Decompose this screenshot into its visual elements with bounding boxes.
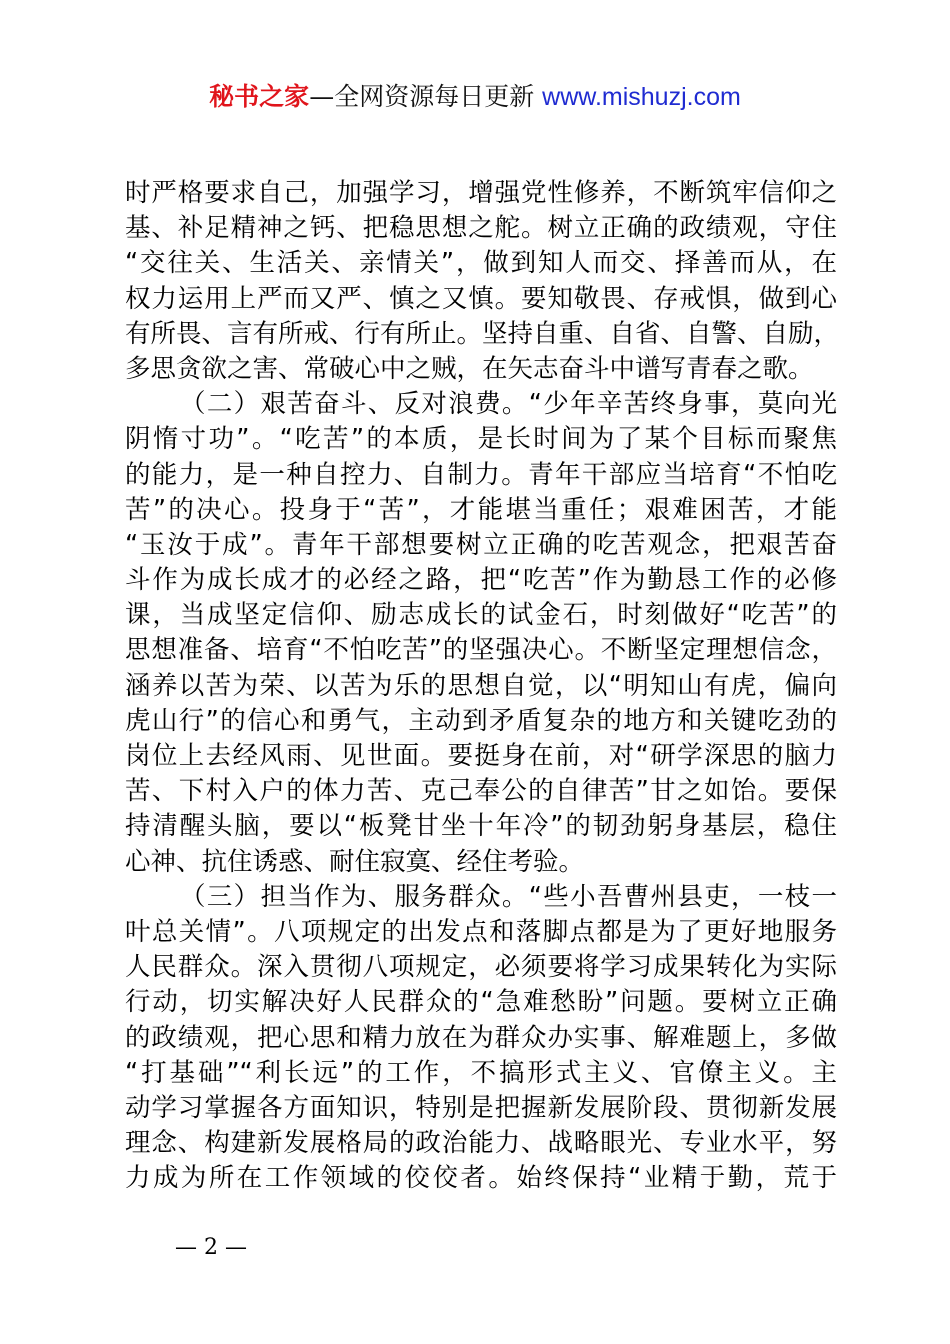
site-brand-name: 秘书之家 bbox=[209, 82, 310, 111]
text-line: 虎山行”的信心和勇气，主动到矛盾复杂的地方和关键吃劲的 bbox=[125, 705, 837, 736]
text-line: 课，当成坚定信仰、励志成长的试金石，时刻做好“吃苦”的 bbox=[125, 600, 837, 631]
text-line: 涵养以苦为荣、以苦为乐的思想自觉，以“明知山有虎，偏向 bbox=[125, 670, 837, 701]
text-line: 的政绩观，把心思和精力放在为群众办实事、解难题上，多做 bbox=[125, 1022, 837, 1053]
text-line: 苦”的决心。投身于“苦”，才能堪当重任；艰难困苦，才能 bbox=[125, 494, 837, 525]
text-line: 持清醒头脑，要以“板凳甘坐十年冷”的韧劲躬身基层，稳住 bbox=[125, 811, 837, 842]
text-line: 的能力，是一种自控力、自制力。青年干部应当培育“不怕吃 bbox=[125, 459, 837, 490]
text-line: 斗作为成长成才的必经之路，把“吃苦”作为勤恳工作的必修 bbox=[125, 565, 837, 596]
text-line: 理念、构建新发展格局的政治能力、战略眼光、专业水平，努 bbox=[125, 1128, 837, 1159]
text-line: 动学习掌握各方面知识，特别是把握新发展阶段、贯彻新发展 bbox=[125, 1092, 837, 1123]
text-line: 时严格要求自己，加强学习，增强党性修养，不断筑牢信仰之 bbox=[125, 178, 837, 208]
text-line: 行动，切实解决好人民群众的“急难愁盼”问题。要树立正确 bbox=[125, 987, 837, 1018]
text-line: 力成为所在工作领域的佼佼者。始终保持“业精于勤，荒于 bbox=[125, 1163, 837, 1194]
text-line: 叶总关情”。八项规定的出发点和落脚点都是为了更好地服务 bbox=[125, 916, 837, 947]
text-line: 阴惰寸功”。“吃苦”的本质，是长时间为了某个目标而聚焦 bbox=[125, 424, 837, 455]
text-line: 人民群众。深入贯彻八项规定，必须要将学习成果转化为实际 bbox=[125, 952, 837, 983]
section-heading-line: （三）担当作为、服务群众。“些小吾曹州县吏，一枝一 bbox=[180, 881, 837, 912]
text-line: “玉汝于成”。青年干部想要树立正确的吃苦观念，把艰苦奋 bbox=[125, 529, 837, 560]
text-line: 多思贪欲之害、常破心中之贼，在矢志奋斗中谱写青春之歌。 bbox=[125, 353, 814, 384]
site-url: www.mishuzj.com bbox=[542, 83, 741, 111]
text-line: “打基础”“利长远”的工作，不搞形式主义、官僚主义。主 bbox=[125, 1057, 837, 1088]
section-heading-line: （二）艰苦奋斗、反对浪费。“少年辛苦终身事，莫向光 bbox=[180, 389, 837, 420]
text-line: “交往关、生活关、亲情关”，做到知人而交、择善而从，在 bbox=[125, 248, 837, 279]
text-line: 心神、抗住诱惑、耐住寂寞、经住考验。 bbox=[125, 846, 585, 877]
text-line: 思想准备、培育“不怕吃苦”的坚强决心。不断坚定理想信念， bbox=[125, 635, 837, 666]
text-line: 苦、下村入户的体力苦、克己奉公的自律苦”甘之如饴。要保 bbox=[125, 776, 837, 807]
site-banner bbox=[0, 80, 950, 114]
text-line: 岗位上去经风雨、见世面。要挺身在前，对“研学深思的脑力 bbox=[125, 741, 837, 771]
document-body bbox=[125, 176, 840, 1196]
text-line: 基、补足精神之钙、把稳思想之舵。树立正确的政绩观，守住 bbox=[125, 213, 837, 244]
page-number: — 2 — bbox=[175, 1235, 247, 1260]
text-line: 权力运用上严而又严、慎之又慎。要知敬畏、存戒惧，做到心 bbox=[125, 283, 837, 314]
site-tagline: —全网资源每日更新 bbox=[309, 82, 535, 111]
text-line: 有所畏、言有所戒、行有所止。坚持自重、自省、自警、自励， bbox=[125, 318, 840, 349]
